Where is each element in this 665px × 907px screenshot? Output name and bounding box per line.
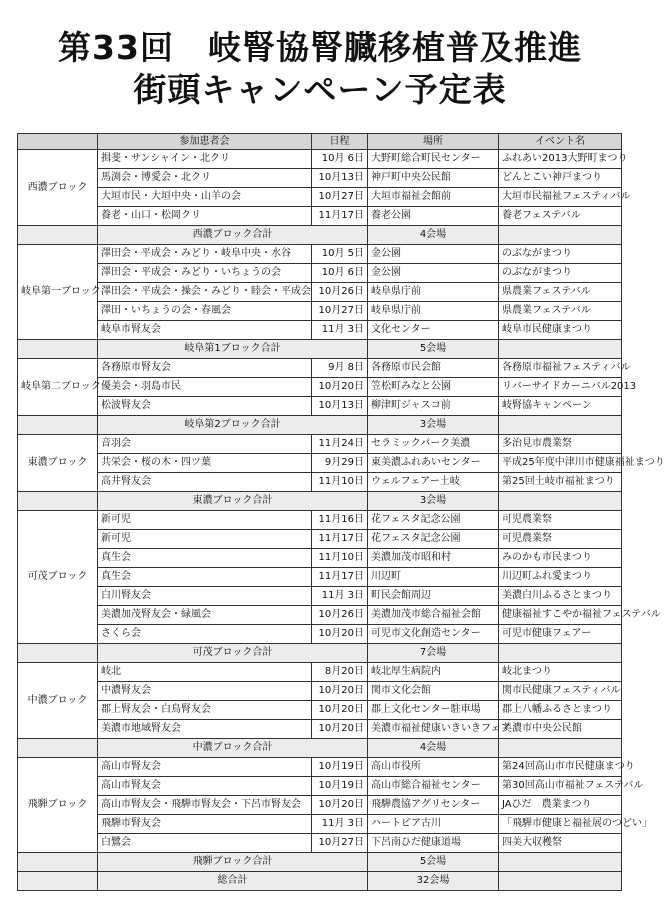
event-cell: 大垣市民福祉フェスティバル — [499, 188, 622, 207]
table-row — [18, 796, 622, 815]
subtotal-count: 3会場 — [368, 416, 499, 435]
subtotal-spacer — [18, 853, 98, 872]
participants-cell: 美濃市地域腎友会 — [98, 720, 312, 739]
date-cell: 11月 3日 — [312, 321, 368, 340]
header-row — [18, 134, 622, 150]
subtotal-spacer — [18, 644, 98, 663]
date-cell: 11月16日 — [312, 511, 368, 530]
subtotal-blank — [499, 340, 622, 359]
table-row — [18, 378, 622, 397]
participants-cell: 高山市腎友会 — [98, 758, 312, 777]
place-cell: 東美濃ふれあいセンター — [368, 454, 499, 473]
date-cell: 10月19日 — [312, 777, 368, 796]
place-cell: 大垣市福祉会館前 — [368, 188, 499, 207]
participants-cell: 美濃加茂腎友会・緑風会 — [98, 606, 312, 625]
subtotal-count: 4会場 — [368, 226, 499, 245]
event-cell: 県農業フェステバル — [499, 283, 622, 302]
event-cell: 関市民健康フェスティバル — [499, 682, 622, 701]
date-cell: 10月27日 — [312, 302, 368, 321]
event-cell: 平成25年度中津川市健康福祉まつり — [499, 454, 622, 473]
block-name: 可茂ブロック — [18, 511, 98, 644]
grand-total-count: 32会場 — [368, 872, 499, 891]
participants-cell: 高山市腎友会・飛騨市腎友会・下呂市腎友会 — [98, 796, 312, 815]
participants-cell: 郡上腎友会・白鳥腎友会 — [98, 701, 312, 720]
table-row — [18, 758, 622, 777]
subtotal-count: 5会場 — [368, 853, 499, 872]
date-cell: 11月17日 — [312, 530, 368, 549]
date-cell: 10月 6日 — [312, 264, 368, 283]
participants-cell: 高井腎友会 — [98, 473, 312, 492]
place-cell: 養老公園 — [368, 207, 499, 226]
date-cell: 10月20日 — [312, 701, 368, 720]
event-cell: 養老フェステバル — [499, 207, 622, 226]
event-cell: みのかも市民まつり — [499, 549, 622, 568]
place-cell: 岐阜県庁前 — [368, 283, 499, 302]
participants-cell: 共栄会・桜の木・四ツ葉 — [98, 454, 312, 473]
subtotal-label: 東濃ブロック合計 — [98, 492, 368, 511]
event-cell: JAひだ 農業まつり — [499, 796, 622, 815]
schedule-body — [18, 150, 665, 891]
table-row — [18, 568, 622, 587]
place-cell: 町民会館周辺 — [368, 587, 499, 606]
participants-cell: 馬渕会・博愛会・北クリ — [98, 169, 312, 188]
place-cell: 郡上文化センター駐車場 — [368, 701, 499, 720]
place-cell: 美濃加茂市総合福祉会館 — [368, 606, 499, 625]
date-cell: 10月 6日 — [312, 150, 368, 169]
participants-cell: 新可児 — [98, 530, 312, 549]
date-cell: 11月 3日 — [312, 587, 368, 606]
place-cell: ハートピア古川 — [368, 815, 499, 834]
place-cell: 高山市総合福祉センター — [368, 777, 499, 796]
event-cell: 岐腎協キャンペーン — [499, 397, 622, 416]
header-event: イベント名 — [499, 134, 622, 150]
place-cell: 高山市役所 — [368, 758, 499, 777]
table-row — [18, 720, 622, 739]
table-row — [18, 264, 622, 283]
grand-total-row — [18, 872, 622, 891]
event-cell: ふれあい2013大野町まつり — [499, 150, 622, 169]
event-cell: 多治見市農業祭 — [499, 435, 622, 454]
event-cell: 県農業フェステバル — [499, 302, 622, 321]
header-block — [18, 134, 98, 150]
table-row — [18, 302, 622, 321]
date-cell: 10月27日 — [312, 834, 368, 853]
place-cell: 笠松町みなと公園 — [368, 378, 499, 397]
table-row — [18, 435, 622, 454]
date-cell: 10月13日 — [312, 169, 368, 188]
event-cell: 可児農業祭 — [499, 511, 622, 530]
subtotal-label: 岐阜第2ブロック合計 — [98, 416, 368, 435]
participants-cell: 音羽会 — [98, 435, 312, 454]
subtotal-row — [18, 492, 622, 511]
subtotal-count: 4会場 — [368, 739, 499, 758]
place-cell: 飛騨農協アグリセンター — [368, 796, 499, 815]
participants-cell: 澤田会・平成会・みどり・岐阜中央・水谷 — [98, 245, 312, 264]
date-cell: 11月24日 — [312, 435, 368, 454]
block-name: 岐阜第二ブロック — [18, 359, 98, 416]
date-cell: 10月26日 — [312, 606, 368, 625]
place-cell: 岐北厚生病院内 — [368, 663, 499, 682]
participants-cell: 大垣市民・大垣中央・山羊の会 — [98, 188, 312, 207]
participants-cell: 真生会 — [98, 549, 312, 568]
subtotal-label: 飛騨ブロック合計 — [98, 853, 368, 872]
place-cell: 花フェスタ記念公園 — [368, 530, 499, 549]
event-cell: 岐北まつり — [499, 663, 622, 682]
table-row — [18, 321, 622, 340]
subtotal-blank — [499, 416, 622, 435]
participants-cell: 白鷺会 — [98, 834, 312, 853]
header-participants: 参加患者会 — [98, 134, 312, 150]
table-row — [18, 283, 622, 302]
subtotal-blank — [499, 226, 622, 245]
date-cell: 10月26日 — [312, 283, 368, 302]
event-cell: 第25回土岐市福祉まつり — [499, 473, 622, 492]
table-row — [18, 169, 622, 188]
place-cell: ウェルフェアー土岐 — [368, 473, 499, 492]
subtotal-row — [18, 853, 622, 872]
subtotal-label: 岐阜第1ブロック合計 — [98, 340, 368, 359]
table-row — [18, 587, 622, 606]
date-cell: 10月 5日 — [312, 245, 368, 264]
table-row — [18, 606, 622, 625]
date-cell: 11月10日 — [312, 549, 368, 568]
participants-cell: さくら会 — [98, 625, 312, 644]
place-cell: 柳津町ジャスコ前 — [368, 397, 499, 416]
block-name: 飛騨ブロック — [18, 758, 98, 853]
place-cell: 金公園 — [368, 245, 499, 264]
header-date: 日程 — [312, 134, 368, 150]
place-cell: 美濃加茂市昭和村 — [368, 549, 499, 568]
table-row — [18, 834, 622, 853]
block-name: 西濃ブロック — [18, 150, 98, 226]
date-cell: 10月20日 — [312, 682, 368, 701]
subtotal-label: 西濃ブロック合計 — [98, 226, 368, 245]
subtotal-spacer — [18, 739, 98, 758]
event-cell: 第24回高山市市民健康まつり — [499, 758, 622, 777]
table-row — [18, 511, 622, 530]
subtotal-row — [18, 644, 622, 663]
participants-cell: 高山市腎友会 — [98, 777, 312, 796]
event-cell: のぶながまつり — [499, 245, 622, 264]
subtotal-blank — [499, 853, 622, 872]
participants-cell: 養老・山口・松岡クリ — [98, 207, 312, 226]
date-cell: 10月27日 — [312, 188, 368, 207]
participants-cell: 新可児 — [98, 511, 312, 530]
subtotal-spacer — [18, 226, 98, 245]
participants-cell: 優美会・羽島市民 — [98, 378, 312, 397]
grand-total-spacer — [18, 872, 98, 891]
date-cell: 10月19日 — [312, 758, 368, 777]
participants-cell: 揖斐・サンシャイン・北クリ — [98, 150, 312, 169]
subtotal-blank — [499, 492, 622, 511]
table-row — [18, 150, 622, 169]
subtotal-blank — [499, 739, 622, 758]
place-cell: セラミックパーク美濃 — [368, 435, 499, 454]
date-cell: 10月20日 — [312, 796, 368, 815]
subtotal-row — [18, 739, 622, 758]
table-row — [18, 245, 622, 264]
date-cell: 9月29日 — [312, 454, 368, 473]
event-cell: どんとこい神戸まつり — [499, 169, 622, 188]
event-cell: 「飛騨市健康と福祉展のつどい」 — [499, 815, 622, 834]
subtotal-count: 5会場 — [368, 340, 499, 359]
subtotal-spacer — [18, 416, 98, 435]
block-name: 中濃ブロック — [18, 663, 98, 739]
table-row — [18, 663, 622, 682]
table-row — [18, 549, 622, 568]
table-row — [18, 682, 622, 701]
date-cell: 11月17日 — [312, 207, 368, 226]
page-title: 第33回 岐腎協腎臓移植普及推進 — [58, 28, 582, 67]
place-cell: 岐阜県庁前 — [368, 302, 499, 321]
block-name: 岐阜第一ブロック — [18, 245, 98, 340]
subtotal-label: 可茂ブロック合計 — [98, 644, 368, 663]
table-row — [18, 473, 622, 492]
schedule-table — [17, 133, 665, 891]
event-cell: 各務原市福祉フェスティバル — [499, 359, 622, 378]
subtotal-row — [18, 226, 622, 245]
table-row — [18, 530, 622, 549]
participants-cell: 中濃腎友会 — [98, 682, 312, 701]
place-cell: 文化センター — [368, 321, 499, 340]
place-cell: 下呂南ひだ健康道場 — [368, 834, 499, 853]
block-name: 東濃ブロック — [18, 435, 98, 492]
date-cell: 9月 8日 — [312, 359, 368, 378]
event-cell: 四美大収穫祭 — [499, 834, 622, 853]
table-row — [18, 701, 622, 720]
participants-cell: 白川腎友会 — [98, 587, 312, 606]
subtotal-spacer — [18, 340, 98, 359]
date-cell: 11月 3日 — [312, 815, 368, 834]
participants-cell: 飛騨市腎友会 — [98, 815, 312, 834]
table-row — [18, 397, 622, 416]
subtotal-blank — [499, 644, 622, 663]
table-row — [18, 815, 622, 834]
table-row — [18, 625, 622, 644]
place-cell: 可児市文化創造センター — [368, 625, 499, 644]
date-cell: 10月13日 — [312, 397, 368, 416]
place-cell: 神戸町中央公民館 — [368, 169, 499, 188]
table-row — [18, 207, 622, 226]
event-cell: 川辺町ふれ愛まつり — [499, 568, 622, 587]
place-cell: 花フェスタ記念公園 — [368, 511, 499, 530]
event-cell: 美濃市中央公民館 — [499, 720, 622, 739]
participants-cell: 澤田・いちょうの会・春風会 — [98, 302, 312, 321]
table-row — [18, 777, 622, 796]
subtotal-label: 中濃ブロック合計 — [98, 739, 368, 758]
participants-cell: 真生会 — [98, 568, 312, 587]
place-cell: 美濃市福祉健康いきいきフェア — [368, 720, 499, 739]
participants-cell: 各務原市腎友会 — [98, 359, 312, 378]
date-cell: 10月20日 — [312, 625, 368, 644]
date-cell: 10月20日 — [312, 720, 368, 739]
place-cell: 川辺町 — [368, 568, 499, 587]
event-cell: 郡上八幡ふるさとまつり — [499, 701, 622, 720]
event-cell: 健康福祉すこやか福祉フェステバル — [499, 606, 622, 625]
subtotal-spacer — [18, 492, 98, 511]
event-cell: 岐阜市民健康まつり — [499, 321, 622, 340]
date-cell: 10月20日 — [312, 378, 368, 397]
event-cell: 可児農業祭 — [499, 530, 622, 549]
event-cell: 美濃白川ふるさとまつり — [499, 587, 622, 606]
participants-cell: 松波腎友会 — [98, 397, 312, 416]
event-cell: 可児市健康フェアー — [499, 625, 622, 644]
participants-cell: 澤田会・平成会・みどり・いちょうの会 — [98, 264, 312, 283]
grand-total-label: 総合計 — [98, 872, 368, 891]
date-cell: 11月10日 — [312, 473, 368, 492]
subtotal-row — [18, 416, 622, 435]
participants-cell: 岐北 — [98, 663, 312, 682]
participants-cell: 澤田会・平成会・操会・みどり・睦会・平成会 — [98, 283, 312, 302]
page-subtitle: 街頭キャンペーン予定表 — [133, 70, 507, 109]
subtotal-count: 7会場 — [368, 644, 499, 663]
subtotal-row — [18, 340, 622, 359]
participants-cell: 岐阜市腎友会 — [98, 321, 312, 340]
place-cell: 大野町総合町民センター — [368, 150, 499, 169]
event-cell: 第30回高山市福祉フェステバル — [499, 777, 622, 796]
place-cell: 金公園 — [368, 264, 499, 283]
grand-total-blank — [499, 872, 622, 891]
place-cell: 各務原市民会館 — [368, 359, 499, 378]
event-cell: のぶながまつり — [499, 264, 622, 283]
header-place: 場所 — [368, 134, 499, 150]
date-cell: 11月17日 — [312, 568, 368, 587]
event-cell: リバーサイドカーニバル2013 — [499, 378, 622, 397]
date-cell: 8月20日 — [312, 663, 368, 682]
table-row — [18, 454, 622, 473]
subtotal-count: 3会場 — [368, 492, 499, 511]
table-row — [18, 188, 622, 207]
place-cell: 関市文化会館 — [368, 682, 499, 701]
table-row — [18, 359, 622, 378]
